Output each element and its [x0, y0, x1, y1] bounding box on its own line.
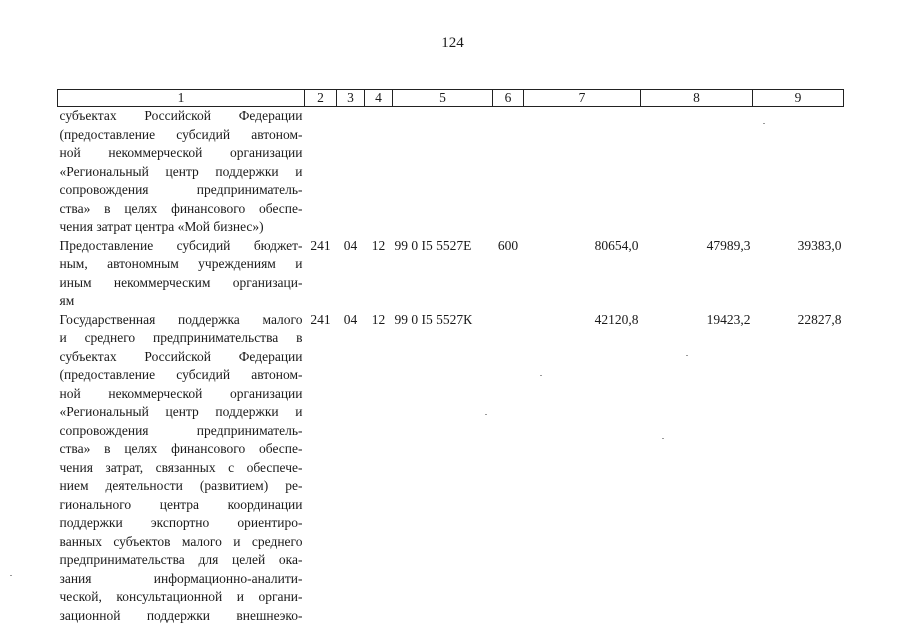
table-row — [58, 237, 844, 311]
description-line: гионального центра координации — [59, 496, 303, 512]
amount-3 — [753, 107, 844, 237]
description-line: иным некоммерческим организаци- — [59, 274, 303, 290]
description-line: поддержки экспортно ориентиро- — [59, 515, 303, 530]
subsection-code — [365, 107, 393, 237]
description-line: Государственная поддержка малого — [59, 311, 303, 327]
section-code: 04 — [343, 237, 358, 253]
amount-1: 42120,8 — [594, 311, 639, 327]
scan-speck — [540, 375, 542, 376]
header-col-8: 8 — [641, 90, 753, 107]
section-code: 04 — [343, 311, 358, 327]
table-row — [58, 311, 844, 626]
scan-speck — [686, 355, 688, 356]
header-col-1: 1 — [58, 90, 305, 107]
header-col-6: 6 — [493, 90, 524, 107]
description-line: чения затрат, связанных с обеспече- — [59, 459, 303, 475]
amount-3: 39383,0 — [797, 237, 842, 253]
description-line: субъектах Российской Федерации — [59, 348, 303, 364]
row-description — [58, 107, 305, 237]
scan-speck — [485, 414, 487, 415]
header-col-9: 9 — [753, 90, 844, 107]
description-line: Предоставление субсидий бюджет- — [59, 237, 303, 253]
description-line: сопровождения предприниматель- — [59, 182, 303, 197]
amount-2: 47989,3 — [706, 237, 751, 253]
description-line: чения затрат центра «Мой бизнес») — [59, 219, 264, 234]
table-header — [58, 90, 844, 107]
row-description — [58, 311, 305, 626]
ministry-code — [305, 107, 337, 237]
target-article-code: 99 0 I5 5527Е — [394, 237, 472, 253]
description-line: (предоставление субсидий автоном- — [59, 367, 303, 382]
page-number: 124 — [441, 35, 464, 51]
amount-2 — [641, 107, 753, 237]
description-line: ванных субъектов малого и среднего — [59, 533, 303, 549]
table-row — [58, 107, 844, 237]
amount-1: 80654,0 — [594, 237, 639, 253]
description-line: ства» в целях финансового обеспе- — [59, 441, 303, 456]
description-line: ческой, консультационной и органи- — [59, 589, 303, 604]
description-line: и среднего предпринимательства в — [59, 330, 303, 345]
amount-3: 22827,8 — [797, 311, 842, 327]
expense-type-code: 600 — [497, 237, 519, 253]
description-line: ной некоммерческой организации — [59, 385, 303, 401]
header-col-5: 5 — [393, 90, 493, 107]
description-line: ям — [59, 293, 75, 308]
scan-speck — [763, 123, 765, 124]
description-line: зационной поддержки внешнеэко- — [59, 607, 303, 623]
budget-table — [57, 89, 844, 625]
ministry-code: 241 — [310, 237, 331, 253]
description-line: ства» в целях финансового обеспе- — [59, 200, 303, 216]
description-line: «Региональный центр поддержки и — [59, 404, 303, 419]
header-col-2: 2 — [305, 90, 337, 107]
section-code — [337, 107, 365, 237]
description-line: субъектах Российской Федерации — [59, 108, 303, 123]
description-line: предпринимательства для целей ока- — [59, 552, 303, 567]
amount-2: 19423,2 — [706, 311, 751, 327]
subsection-code: 12 — [371, 311, 386, 327]
amount-1 — [524, 107, 641, 237]
description-line: сопровождения предприниматель- — [59, 422, 303, 438]
header-col-4: 4 — [365, 90, 393, 107]
description-line: зания информационно-аналити- — [59, 570, 303, 586]
description-line: (предоставление субсидий автоном- — [59, 126, 303, 142]
ministry-code: 241 — [310, 311, 331, 327]
description-line: «Региональный центр поддержки и — [59, 163, 303, 179]
target-article-code — [393, 107, 493, 237]
target-article-code: 99 0 I5 5527К — [394, 311, 473, 327]
header-row — [58, 90, 844, 107]
expense-type-code — [493, 311, 524, 626]
description-line: нием деятельности (развитием) ре- — [59, 478, 303, 493]
expense-type-code — [493, 107, 524, 237]
scan-speck — [662, 438, 664, 439]
description-line: ной некоммерческой организации — [59, 145, 303, 160]
header-col-7: 7 — [524, 90, 641, 107]
description-line: ным, автономным учреждениям и — [59, 256, 303, 271]
row-description — [58, 237, 305, 311]
header-col-3: 3 — [337, 90, 365, 107]
subsection-code: 12 — [371, 237, 386, 253]
table-body — [58, 107, 844, 626]
scan-speck — [10, 575, 12, 576]
